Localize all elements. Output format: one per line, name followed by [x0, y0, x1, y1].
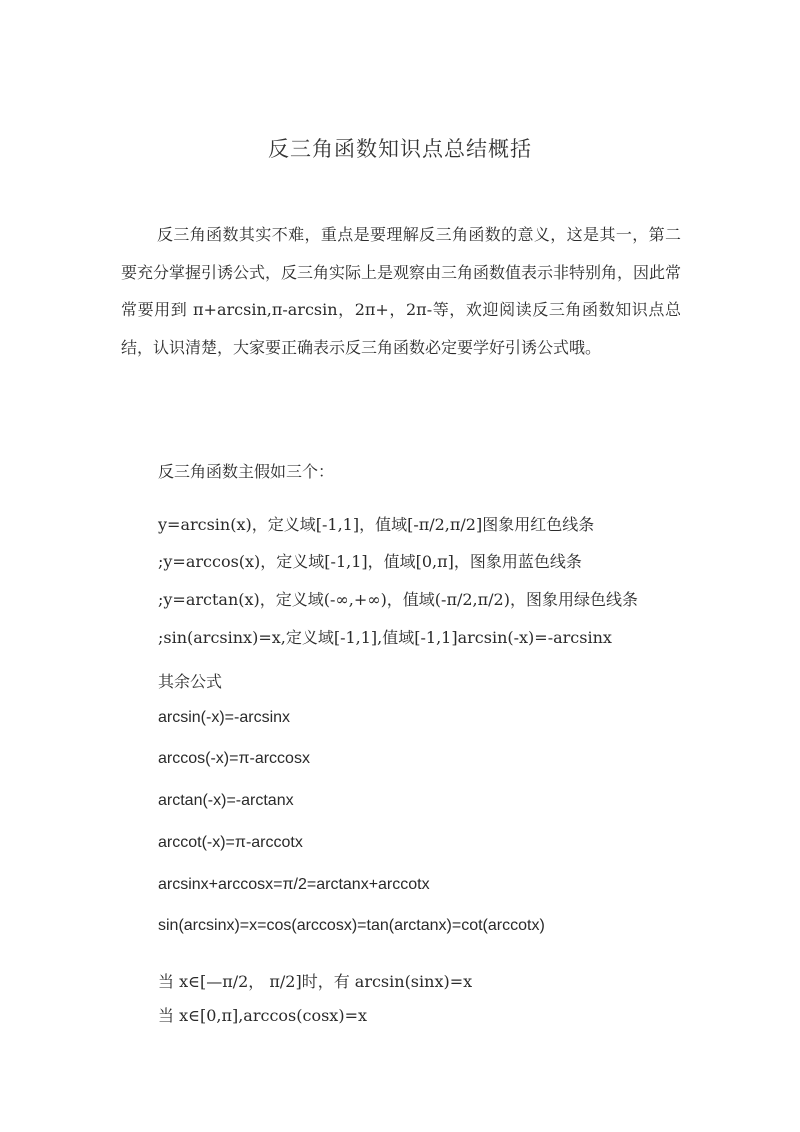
intro-paragraph	[121, 216, 681, 366]
formula-sum-identity: arcsinx+arccosx=π/2=arctanx+arccotx	[158, 876, 430, 893]
formula-composition-identity: sin(arcsinx)=x=cos(arccosx)=tan(arctanx)=cot(arccotx)	[158, 917, 545, 934]
condition-arcsin: 当 x∈[—π/2， π/2]时，有 arcsin(sinx)=x	[158, 972, 473, 991]
page-title: 反三角函数知识点总结概括	[268, 137, 532, 161]
formula-arccos-neg: arccos(-x)=π-arccosx	[158, 750, 310, 767]
main-line-sin-arcsin: ;sin(arcsinx)=x,定义域[-1,1],值域[-1,1]arcsin(-x)=-arcsinx	[158, 628, 612, 647]
main-line-arccos: ;y=arccos(x)，定义域[-1,1]，值域[0,π]，图象用蓝色线条	[158, 552, 582, 571]
main-line-arcsin: y=arcsin(x)，定义域[-1,1]，值域[-π/2,π/2]图象用红色线条	[158, 515, 595, 534]
other-formulas-heading: 其余公式	[158, 672, 223, 691]
condition-arccos: 当 x∈[0,π],arccos(cosx)=x	[158, 1006, 368, 1025]
intro-text: 反三角函数其实不难，重点是要理解反三角函数的意义，这是其一，第二要充分掌握引诱公式，反三角实际上是观察由三角函数值表示非特别角，因此常常要用到 π+arcsin,π-arcsin，2π+，2π-等，欢迎阅读反三角函数知识点总结，认识清楚，大家要正确表示反三角函数必定要学好引诱公式哦。	[121, 225, 682, 357]
main-functions-heading: 反三角函数主假如三个：	[158, 462, 335, 481]
formula-arccot-neg: arccot(-x)=π-arccotx	[158, 834, 303, 851]
formula-arcsin-neg: arcsin(-x)=-arcsinx	[158, 709, 291, 726]
formula-arctan-neg: arctan(-x)=-arctanx	[158, 792, 294, 809]
main-line-arctan: ;y=arctan(x)，定义域(-∞,+∞)，值域(-π/2,π/2)，图象用绿色线条	[158, 590, 638, 609]
